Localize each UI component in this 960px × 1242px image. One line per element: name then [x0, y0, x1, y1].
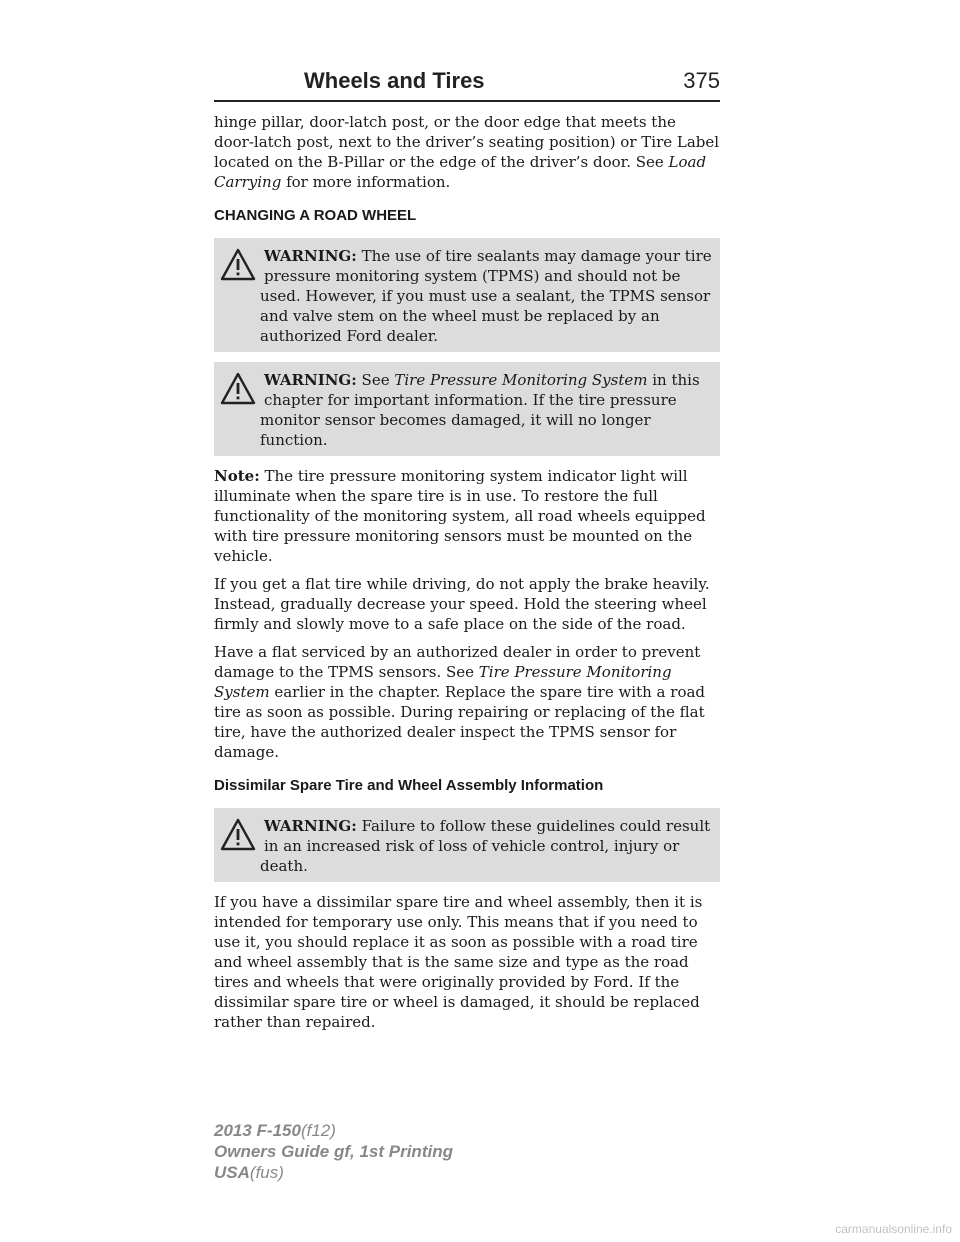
section-heading-dissimilar-spare: Dissimilar Spare Tire and Wheel Assembly Information [214, 777, 604, 794]
warning-triangle-icon [220, 818, 256, 852]
warning-text: WARNING: Failure to follow these guidelines could result in an increased risk of loss of vehicle control, injury or death. [260, 817, 711, 875]
intro-paragraph: hinge pillar, door-latch post, or the door edge that meets the door-latch post, next to the driver’s seating position) or Tire Label located on the B-Pillar or the edge of the driver’s door. See Load Carrying for more information. [214, 113, 720, 191]
tpms-reference: Tire Pressure Monitoring System [394, 371, 648, 389]
footer-line-region: USA(fus) [214, 1163, 284, 1182]
note-paragraph: Note: The tire pressure monitoring system indicator light will illuminate when the spare tire is in use. To restore the full functionality of the monitoring system, all road wheels equipped with tire pressure monitoring sensors must be mounted on the vehicle. [214, 467, 706, 565]
load-carrying-reference: Load Carrying [214, 153, 707, 191]
warning-triangle-icon [220, 372, 256, 406]
watermark-text: carmanualsonline.info [835, 1222, 952, 1236]
footer-line-guide: Owners Guide gf, 1st Printing [214, 1142, 453, 1161]
section-heading-changing-road-wheel: CHANGING A ROAD WHEEL [214, 207, 417, 224]
document-footer [214, 1120, 453, 1183]
flat-service-paragraph: Have a flat serviced by an authorized dealer in order to prevent damage to the TPMS sensors. See Tire Pressure Monitoring System earlier in the chapter. Replace the spare tire with a road tire as soon as possible. During repairing or replacing of the flat tire, have the authorized dealer inspect the TPMS sensor for damage. [214, 643, 706, 761]
warning-triangle-icon [220, 248, 256, 282]
warning-box-tpms [214, 362, 720, 456]
dissimilar-spare-paragraph: If you have a dissimilar spare tire and wheel assembly, then it is intended for temporary use only. This means that if you need to use it, you should replace it as soon as possible with a road tire and wheel assembly that is the same size and type as the road tires and wheels that were originally provided by Ford. If the dissimilar spare tire or wheel is damaged, it should be replaced rather than repaired. [214, 893, 703, 1031]
warning-box-guidelines [214, 808, 720, 882]
page-number: 375 [683, 68, 720, 93]
warning-text: WARNING: The use of tire sealants may damage your tire pressure monitoring system (TPMS) and should not be used. However, if you must use a sealant, the TPMS sensor and valve stem on the wheel must be replaced by an authorized Ford dealer. [260, 247, 712, 345]
page-title: Wheels and Tires [304, 68, 485, 93]
warning-text: WARNING: See Tire Pressure Monitoring System in this chapter for important information. If the tire pressure monitor sensor becomes damaged, it will no longer function. [260, 371, 700, 449]
tpms-reference: Tire Pressure Monitoring System [214, 663, 672, 701]
warning-box-sealants [214, 238, 720, 352]
page-content [214, 112, 720, 1040]
footer-line-model: 2013 F-150(f12) [214, 1121, 336, 1140]
page-header [214, 60, 720, 102]
flat-tire-paragraph: If you get a flat tire while driving, do not apply the brake heavily. Instead, gradually decrease your speed. Hold the steering wheel firmly and slowly move to a safe place on the side of the road. [214, 575, 710, 633]
